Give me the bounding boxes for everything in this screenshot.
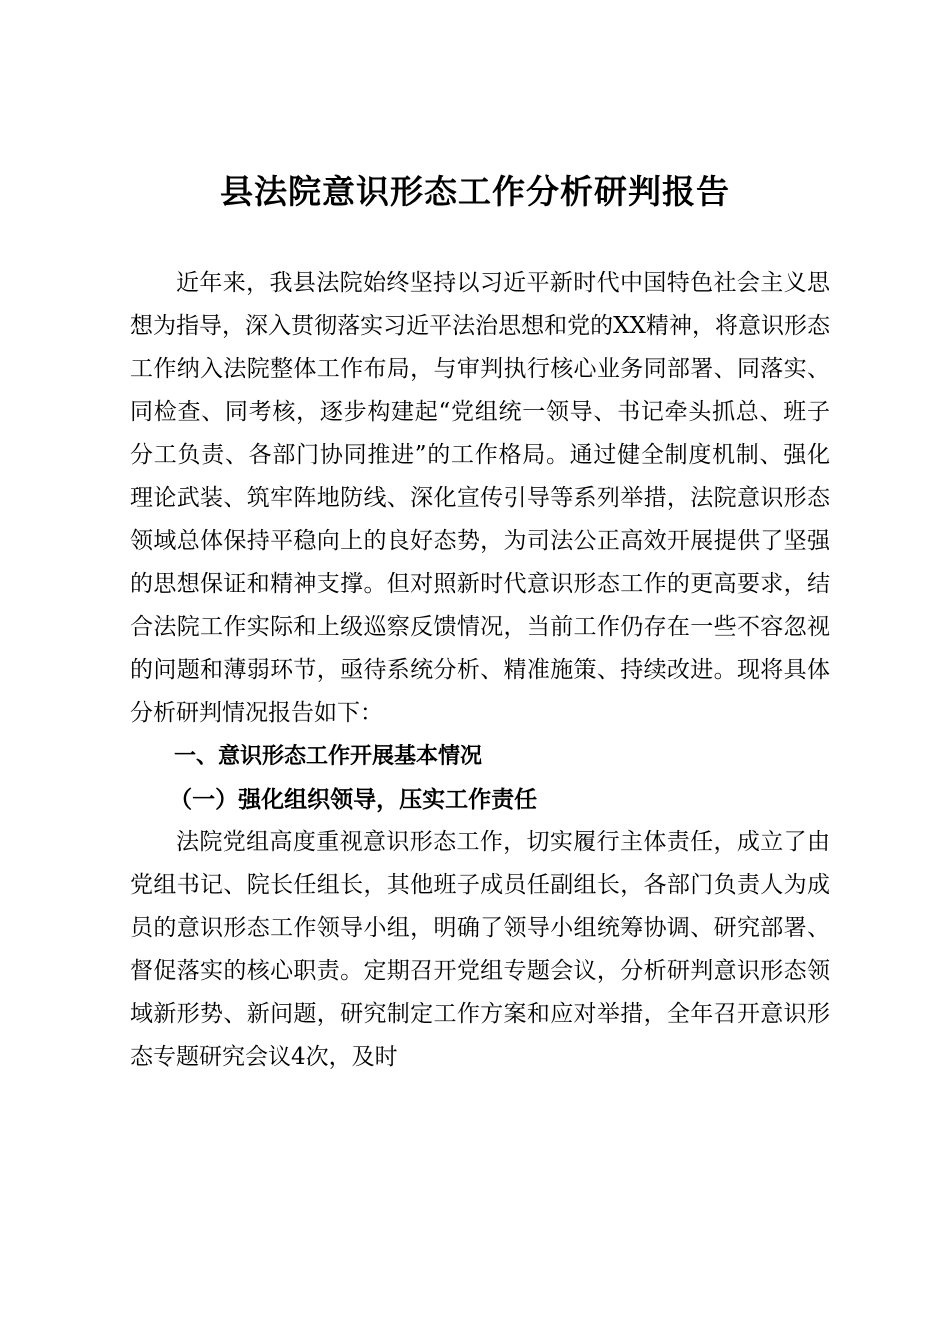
subsection-1-paragraph: 法院党组高度重视意识形态工作，切实履行主体责任，成立了由党组书记、院长任组长，其他班子成员任副组长，各部门负责人为成员的意识形态工作领导小组，明确了领导小组统筹协调、研究部署、督促落实的核心职责。定期召开党组专题会议，分析研判意识形态领域新形势、新问题，研究制定工作方案和应对举措，全年召开意识形态专题研究会议4次，及时 bbox=[130, 829, 830, 1070]
document-body bbox=[130, 262, 830, 1079]
section-heading-1: 一、意识形态工作开展基本情况 bbox=[174, 744, 483, 769]
subsection-heading-1: （一）强化组织领导，压实工作责任 bbox=[169, 786, 538, 813]
intro-paragraph: 近年来，我县法院始终坚持以习近平新时代中国特色社会主义思想为指导，深入贯彻落实习近平法治思想和党的XX精神，将意识形态工作纳入法院整体工作布局，与审判执行核心业务同部署、同落实、同检查、同考核，逐步构建起“党组统一领导、书记牵头抓总、班子分工负责、各部门协同推进”的工作格局。通过健全制度机制、强化理论武装、筑牢阵地防线、深化宣传引导等系列举措，法院意识形态领域总体保持平稳向上的良好态势，为司法公正高效开展提供了坚强的思想保证和精神支撑。但对照新时代意识形态工作的更高要求，结合法院工作实际和上级巡察反馈情况，当前工作仍存在一些不容忽视的问题和薄弱环节，亟待系统分析、精准施策、持续改进。现将具体分析研判情况报告如下： bbox=[130, 270, 830, 726]
document-title: 县法院意识形态工作分析研判报告 bbox=[220, 172, 730, 211]
